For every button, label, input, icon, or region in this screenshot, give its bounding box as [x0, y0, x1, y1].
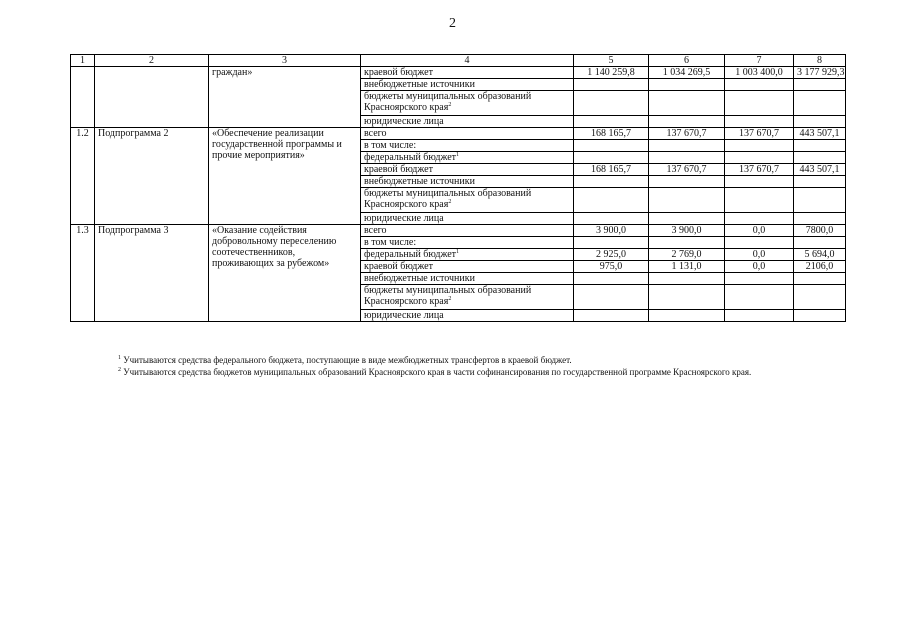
amount-cell — [574, 213, 649, 225]
footnote-text: Учитываются средства бюджетов муниципальных образований Красноярского края в части софинансирования по государственной программе Красноярского края. — [121, 367, 752, 377]
amount-cell: 1 131,0 — [649, 261, 725, 273]
amount-cell — [649, 91, 725, 116]
amount-cell — [649, 176, 725, 188]
funding-source-label: юридические лица — [364, 116, 444, 127]
funding-source-cell — [361, 273, 574, 285]
footnote-reference: 1 — [456, 249, 460, 255]
funding-source-label: в том числе: — [364, 140, 417, 151]
funding-source-cell — [361, 310, 574, 322]
column-number-row — [71, 55, 846, 67]
amount-cell — [574, 140, 649, 152]
funding-source-label: бюджеты муниципальных образований Красноярского края — [364, 188, 532, 210]
amount-cell — [725, 176, 794, 188]
amount-cell: 3 900,0 — [574, 225, 649, 237]
amount-cell: 1 003 400,0 — [725, 67, 794, 79]
amount-cell: 0,0 — [725, 261, 794, 273]
amount-cell — [725, 237, 794, 249]
amount-cell: 168 165,7 — [574, 164, 649, 176]
amount-cell: 2 769,0 — [649, 249, 725, 261]
funding-source-label: бюджеты муниципальных образований Красноярского края — [364, 285, 532, 307]
funding-source-label: внебюджетные источники — [364, 79, 475, 90]
amount-cell: 0,0 — [725, 249, 794, 261]
row-index: 1.2 — [71, 128, 95, 225]
amount-cell — [725, 116, 794, 128]
funding-source-cell — [361, 152, 574, 164]
footnote-mark: 2 — [118, 367, 121, 373]
amount-cell — [725, 140, 794, 152]
funding-source-label: федеральный бюджет — [364, 152, 457, 163]
footnotes — [70, 354, 870, 378]
subprogram-name: Подпрограмма 3 — [95, 225, 209, 322]
funding-source-cell — [361, 164, 574, 176]
subprogram-name — [95, 67, 209, 128]
amount-cell — [794, 91, 846, 116]
funding-source-label: федеральный бюджет — [364, 249, 457, 260]
amount-cell — [794, 140, 846, 152]
amount-cell: 1 140 259,8 — [574, 67, 649, 79]
footnote-reference: 2 — [448, 296, 452, 302]
funding-source-label: внебюджетные источники — [364, 176, 475, 187]
amount-cell: 2106,0 — [794, 261, 846, 273]
funding-source-cell — [361, 213, 574, 225]
amount-cell: 168 165,7 — [574, 128, 649, 140]
budget-table — [70, 54, 846, 322]
amount-cell: 0,0 — [725, 225, 794, 237]
funding-source-cell — [361, 285, 574, 310]
amount-cell: 137 670,7 — [649, 128, 725, 140]
amount-cell — [725, 285, 794, 310]
amount-cell — [574, 237, 649, 249]
amount-cell — [649, 116, 725, 128]
amount-cell — [649, 152, 725, 164]
amount-cell — [794, 176, 846, 188]
amount-cell — [574, 310, 649, 322]
funding-source-label: всего — [364, 225, 387, 236]
amount-cell: 975,0 — [574, 261, 649, 273]
amount-cell — [794, 310, 846, 322]
amount-cell — [574, 285, 649, 310]
amount-cell: 3 900,0 — [649, 225, 725, 237]
amount-cell: 3 177 929,3 — [794, 67, 846, 79]
funding-source-cell — [361, 79, 574, 91]
amount-cell — [794, 152, 846, 164]
amount-cell — [794, 273, 846, 285]
amount-cell: 2 925,0 — [574, 249, 649, 261]
column-header: 4 — [361, 55, 574, 67]
amount-cell — [794, 213, 846, 225]
amount-cell — [794, 237, 846, 249]
funding-source-label: в том числе: — [364, 237, 417, 248]
amount-cell: 1 034 269,5 — [649, 67, 725, 79]
amount-cell — [649, 310, 725, 322]
amount-cell — [794, 79, 846, 91]
funding-source-cell — [361, 188, 574, 213]
funding-source-label: краевой бюджет — [364, 164, 433, 175]
amount-cell — [794, 188, 846, 213]
amount-cell — [649, 79, 725, 91]
amount-cell — [649, 213, 725, 225]
row-index — [71, 67, 95, 128]
funding-source-label: юридические лица — [364, 310, 444, 321]
footnote-reference: 2 — [448, 199, 452, 205]
amount-cell — [725, 213, 794, 225]
amount-cell — [725, 79, 794, 91]
subprogram-name: Подпрограмма 2 — [95, 128, 209, 225]
funding-source-cell — [361, 261, 574, 273]
amount-cell: 137 670,7 — [649, 164, 725, 176]
funding-source-label: всего — [364, 128, 387, 139]
amount-cell — [794, 116, 846, 128]
funding-source-cell — [361, 116, 574, 128]
amount-cell: 137 670,7 — [725, 164, 794, 176]
column-header: 2 — [95, 55, 209, 67]
amount-cell — [725, 152, 794, 164]
table-row — [71, 225, 846, 237]
column-header: 7 — [725, 55, 794, 67]
amount-cell — [574, 152, 649, 164]
budget-table-body — [71, 67, 846, 322]
funding-source-cell — [361, 128, 574, 140]
amount-cell — [649, 273, 725, 285]
amount-cell — [725, 310, 794, 322]
amount-cell: 7800,0 — [794, 225, 846, 237]
amount-cell — [725, 91, 794, 116]
amount-cell — [574, 176, 649, 188]
table-row — [71, 128, 846, 140]
amount-cell — [649, 188, 725, 213]
funding-source-cell — [361, 249, 574, 261]
funding-source-label: бюджеты муниципальных образований Красноярского края — [364, 91, 532, 113]
funding-source-label: краевой бюджет — [364, 261, 433, 272]
footnote — [70, 354, 870, 366]
funding-source-cell — [361, 176, 574, 188]
column-header: 1 — [71, 55, 95, 67]
amount-cell — [725, 273, 794, 285]
footnote-reference: 2 — [448, 102, 452, 108]
column-header: 6 — [649, 55, 725, 67]
amount-cell: 5 694,0 — [794, 249, 846, 261]
table-row — [71, 67, 846, 79]
subprogram-description: «Оказание содействия добровольному переселению соотечественников, проживающих за рубежом» — [209, 225, 361, 322]
amount-cell — [649, 285, 725, 310]
column-header: 5 — [574, 55, 649, 67]
amount-cell — [574, 273, 649, 285]
subprogram-description: граждан» — [209, 67, 361, 128]
footnote-reference: 1 — [456, 152, 460, 158]
funding-source-cell — [361, 91, 574, 116]
footnote-mark: 1 — [118, 355, 121, 361]
amount-cell — [794, 285, 846, 310]
funding-source-cell — [361, 225, 574, 237]
column-header: 8 — [794, 55, 846, 67]
funding-source-cell — [361, 237, 574, 249]
amount-cell: 443 507,1 — [794, 164, 846, 176]
amount-cell — [574, 79, 649, 91]
amount-cell: 137 670,7 — [725, 128, 794, 140]
amount-cell: 443 507,1 — [794, 128, 846, 140]
amount-cell — [725, 188, 794, 213]
funding-source-label: юридические лица — [364, 213, 444, 224]
footnote — [70, 366, 870, 378]
funding-source-cell — [361, 140, 574, 152]
row-index: 1.3 — [71, 225, 95, 322]
amount-cell — [649, 237, 725, 249]
amount-cell — [574, 91, 649, 116]
amount-cell — [649, 140, 725, 152]
page-number: 2 — [449, 16, 456, 31]
funding-source-label: краевой бюджет — [364, 67, 433, 78]
column-header: 3 — [209, 55, 361, 67]
amount-cell — [574, 116, 649, 128]
funding-source-cell — [361, 67, 574, 79]
amount-cell — [574, 188, 649, 213]
footnote-text: Учитываются средства федерального бюджета, поступающие в виде межбюджетных трансфертов в краевой бюджет. — [121, 355, 572, 365]
funding-source-label: внебюджетные источники — [364, 273, 475, 284]
subprogram-description: «Обеспечение реализации государственной программы и прочие мероприятия» — [209, 128, 361, 225]
